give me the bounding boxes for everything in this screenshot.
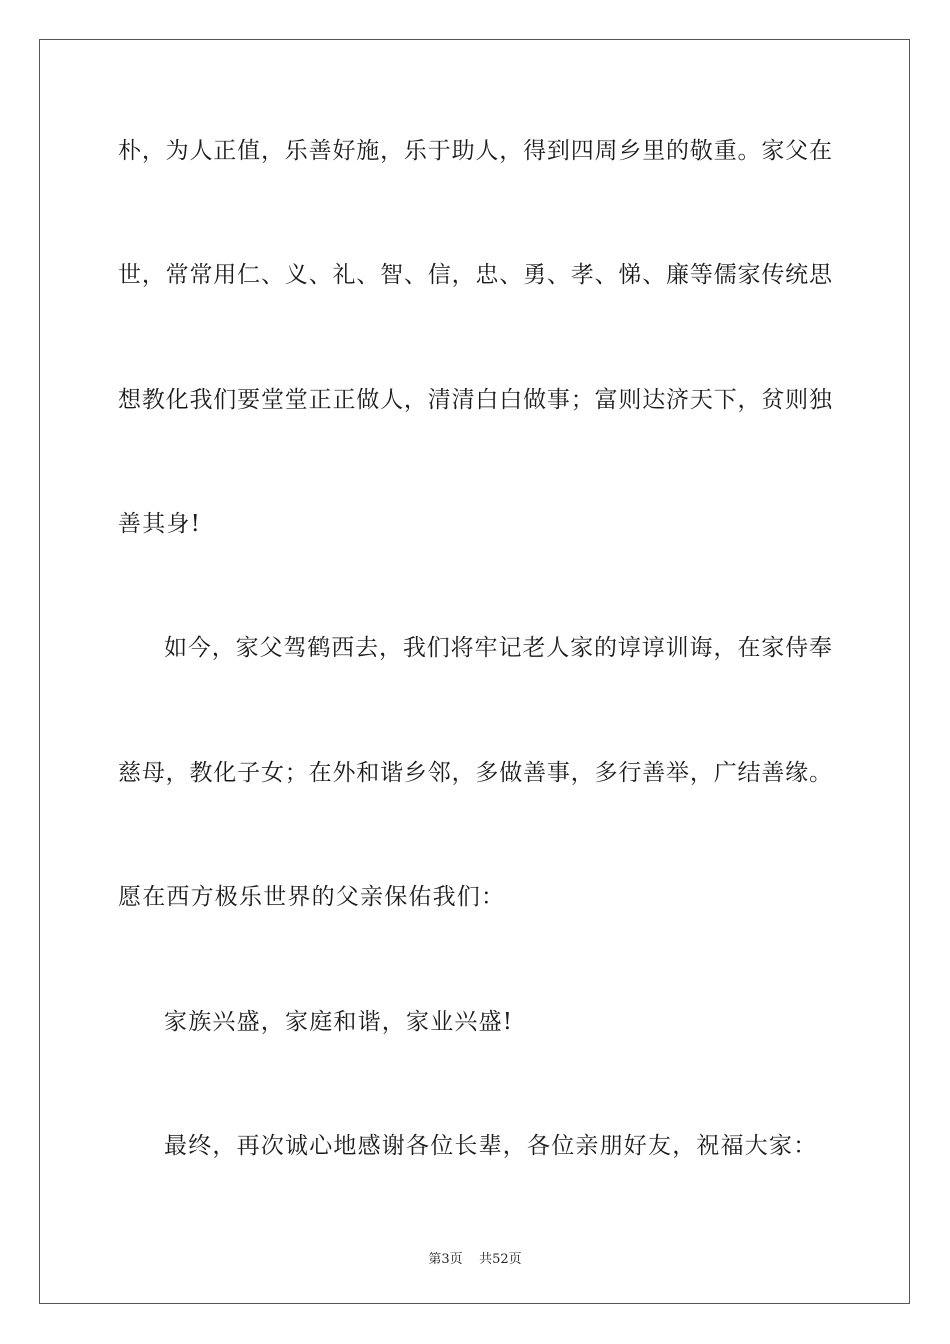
page-number: 第3页 [428, 1252, 463, 1267]
body-line-6: 慈母，教化子女；在外和谐乡邻，多做善事，多行善举，广结善缘。 [118, 760, 832, 786]
body-line-5: 如今，家父驾鹤西去，我们将牢记老人家的谆谆训诲，在家侍奉 [164, 635, 832, 661]
body-line-3: 想教化我们要堂堂正正做人，清清白白做事；富则达济天下，贫则独 [118, 387, 832, 413]
page-footer [0, 1248, 950, 1267]
body-line-4: 善其身! [118, 511, 202, 537]
body-line-1: 朴，为人正值，乐善好施，乐于助人，得到四周乡里的敬重。家父在 [118, 138, 832, 164]
body-line-2: 世，常常用仁、义、礼、智、信，忠、勇、孝、悌、廉等儒家传统思 [118, 262, 832, 288]
body-line-7: 愿在西方极乐世界的父亲保佑我们： [118, 884, 506, 910]
body-line-9: 最终，再次诚心地感谢各位长辈，各位亲朋好友，祝福大家： [164, 1133, 818, 1159]
total-pages: 共52页 [479, 1252, 522, 1267]
page-border [39, 39, 910, 1304]
body-line-8: 家族兴盛，家庭和谐，家业兴盛! [164, 1009, 514, 1035]
